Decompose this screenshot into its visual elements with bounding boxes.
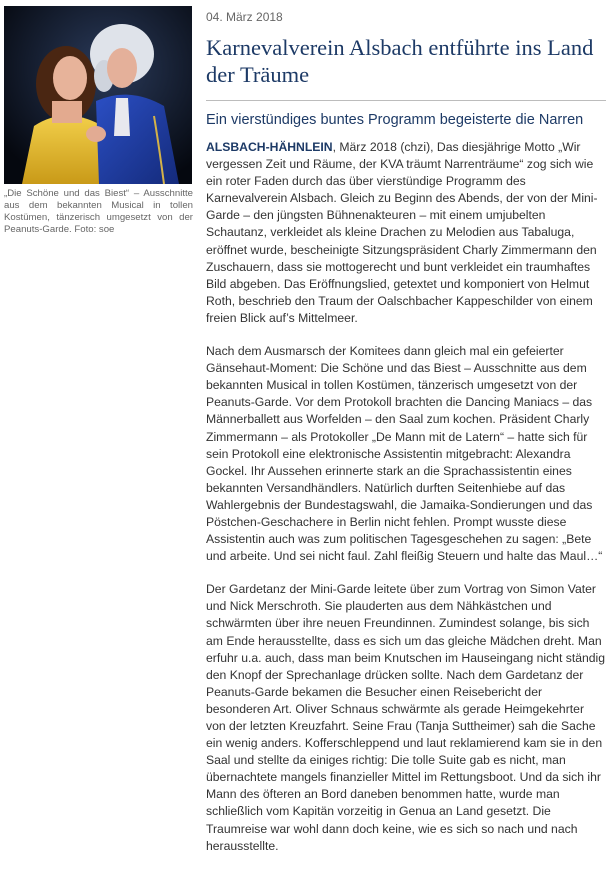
article-headline: Karnevalverein Alsbach entführte ins Land der Träume xyxy=(206,35,594,87)
photo-column xyxy=(4,6,193,236)
article-photo xyxy=(4,6,192,184)
article-paragraph: Der Gardetanz der Mini-Garde leitete über zum Vortrag von Simon Vater und Nick Merschroth. Sie plauderten aus dem Nähkästchen und schwärmten über ihre neuen Freundinnen. Zumindest solange, bis sich am Ende herausstellte, dass es sich um das gleiche Mädchen dreht. Man erfuhr u.a. auch, dass man beim Knutschen im Hauseingang nicht ständig den Knopf der Sprechanlage drücken sollte. Nach dem Gardetanz der Peanuts-Garde bekamen die Besucher einen Reisebericht der besonderen Art. Oliver Schnaus schwärmte als gerade Heimgekehrter von der letzten Kreuzfahrt. Seine Frau (Tanja Suttheimer) sah die Sache ein wenig anders. Kofferschleppend und laut reklamierend kam sie in den Saal und stellte da einiges richtig: Die tolle Suite gab es nicht, man übernachtete mangels finanzieller Mittel im Rettungsboot. Und da sich ihr Mann des öfteren an Bord daneben benommen hatte, wurde man schließlich vom Kapitän vorzeitig in Genua an Land gesetzt. Die Traumreise war wohl dann doch keine, wie es sich so nach und nach herausstellte. xyxy=(206,582,606,853)
article-body xyxy=(206,139,606,855)
headline-divider xyxy=(206,100,606,101)
photo-caption: „Die Schöne und das Biest“ – Ausschnitte aus dem bekannten Musical in tollen Kostümen, tänzerisch umgesetzt von der Peanuts-Garde. Foto: soe xyxy=(4,188,193,235)
article-dateline: ALSBACH-HÄHNLEIN xyxy=(206,140,333,154)
article-paragraph xyxy=(206,139,606,327)
article-paragraph: Nach dem Ausmarsch der Komitees dann gleich mal ein gefeierter Gänsehaut-Moment: Die Schöne und das Biest – Ausschnitte aus dem bekannten Musical in tollen Kostümen, tänzerisch umgesetzt von der Peanuts-Garde. Vor dem Protokoll brachten die Dancing Maniacs – das Männerballett aus Worfelden – den Saal zum kochen. Präsident Charly Zimmermann – als Protokoller „De Mann mit de Latern“ – hatte sich für sein Protokoll eine elektronische Assistentin mitgebracht: Alexandra Gockel. Ihr Aussehen erinnerte stark an die Sprachassistentin eines bekannten Versandhändlers. Natürlich durften Seitenhiebe auf das Wahlergebnis der Bundestagswahl, die Jamaika-Sondierungen und das Pöstchen-Geschachere in Berlin nicht fehlen. Prompt wusste diese Assistentin auch was zum politischen Tagesgeschehen zu sagen: „Bete und arbeite. Und sei nicht faul. Zahl fleißig Steuern und halte das Maul…“ xyxy=(206,344,603,564)
article xyxy=(206,0,606,871)
article-subheadline: Ein vierstündiges buntes Programm begeisterte die Narren xyxy=(206,112,584,128)
article-date: 04. März 2018 xyxy=(206,10,283,24)
article-paragraph-text: , März 2018 (chzi), Das diesjährige Motto „Wir vergessen Zeit und Räume, der KVA träumt Narrenträume“ zog sich wie ein roter Faden durch das über vierstündige Programm des Karnevalverein Alsbach. Gleich zu Beginn des Abends, der von der Mini-Garde – den jüngsten Bühnenakteuren – mit einem umjubelten Schautanz, verkleidet als kleine Drachen zu Melodien aus Tabaluga, eröffnet wurde, bescheinigte Sitzungspräsident Charly Zimmermann den Zuschauern, dass sie mottogerecht und bunt verkleidet ein traumhaftes Bild abgeben. Das Eröffnungslied, getextet und komponiert von Helmut Roth, beschrieb den Traum der Oalschbacher Kappeschilder von einem freien Blick auf’s Mittelmeer. xyxy=(206,140,598,325)
costumed-performers-photo-icon xyxy=(4,6,192,184)
